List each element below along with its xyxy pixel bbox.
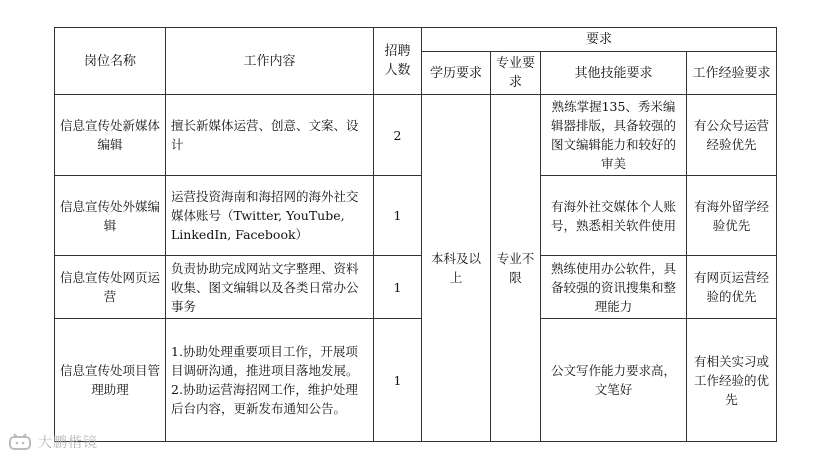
cell-headcount: 1: [374, 176, 422, 256]
header-skills: 其他技能要求: [541, 52, 687, 95]
cell-skills: 熟练掌握135、秀米编辑器排版，具备较强的图文编辑能力和较好的审美: [541, 95, 687, 176]
header-experience: 工作经验要求: [687, 52, 777, 95]
watermark: [8, 432, 98, 452]
cell-position: 信息宣传处新媒体编辑: [55, 95, 166, 176]
cell-content: 擅长新媒体运营、创意、文案、设计: [166, 95, 374, 176]
header-major: 专业要求: [491, 52, 541, 95]
header-headcount: 招聘人数: [374, 28, 422, 95]
cell-skills: 有海外社交媒体个人账号，熟悉相关软件使用: [541, 176, 687, 256]
table-row: [55, 176, 777, 256]
cell-experience: 有海外留学经验优先: [687, 176, 777, 256]
cell-headcount: 1: [374, 256, 422, 319]
header-education: 学历要求: [422, 52, 491, 95]
table-row: [55, 256, 777, 319]
cell-experience: 有公众号运营经验优先: [687, 95, 777, 176]
cell-position: 信息宣传处项目管理助理: [55, 319, 166, 442]
cell-headcount: 2: [374, 95, 422, 176]
bilibili-style-logo-icon: [8, 433, 34, 451]
cell-experience: 有网页运营经验的优先: [687, 256, 777, 319]
content-line: 2.协助运营海招网工作，维护处理后台内容，更新发布通知公告。: [171, 382, 358, 416]
cell-experience: 有相关实习或工作经验的优先: [687, 319, 777, 442]
table-row: [55, 319, 777, 442]
cell-content: 运营投资海南和海招网的海外社交媒体账号（Twitter, YouTube, LinkedIn, Facebook）: [166, 176, 374, 256]
header-content: 工作内容: [166, 28, 374, 95]
cell-position: 信息宣传处网页运营: [55, 256, 166, 319]
recruitment-table: [54, 27, 777, 442]
cell-skills: 公文写作能力要求高，文笔好: [541, 319, 687, 442]
cell-major: 专业不限: [491, 95, 541, 442]
content-line: 1.协助处理重要项目工作，开展项目调研沟通，推进项目落地发展。: [171, 344, 359, 378]
cell-skills: 熟练使用办公软件，具备较强的资讯搜集和整理能力: [541, 256, 687, 319]
cell-content: 负责协助完成网站文字整理、资料收集、图文编辑以及各类日常办公事务: [166, 256, 374, 319]
watermark-text: 大鹏楷镜: [38, 435, 98, 451]
table-row: [55, 95, 777, 176]
cell-headcount: 1: [374, 319, 422, 442]
header-position: 岗位名称: [55, 28, 166, 95]
cell-position: 信息宣传处外媒编辑: [55, 176, 166, 256]
cell-education: 本科及以上: [422, 95, 491, 442]
cell-content: [166, 319, 374, 442]
header-requirements: 要求: [422, 28, 777, 52]
